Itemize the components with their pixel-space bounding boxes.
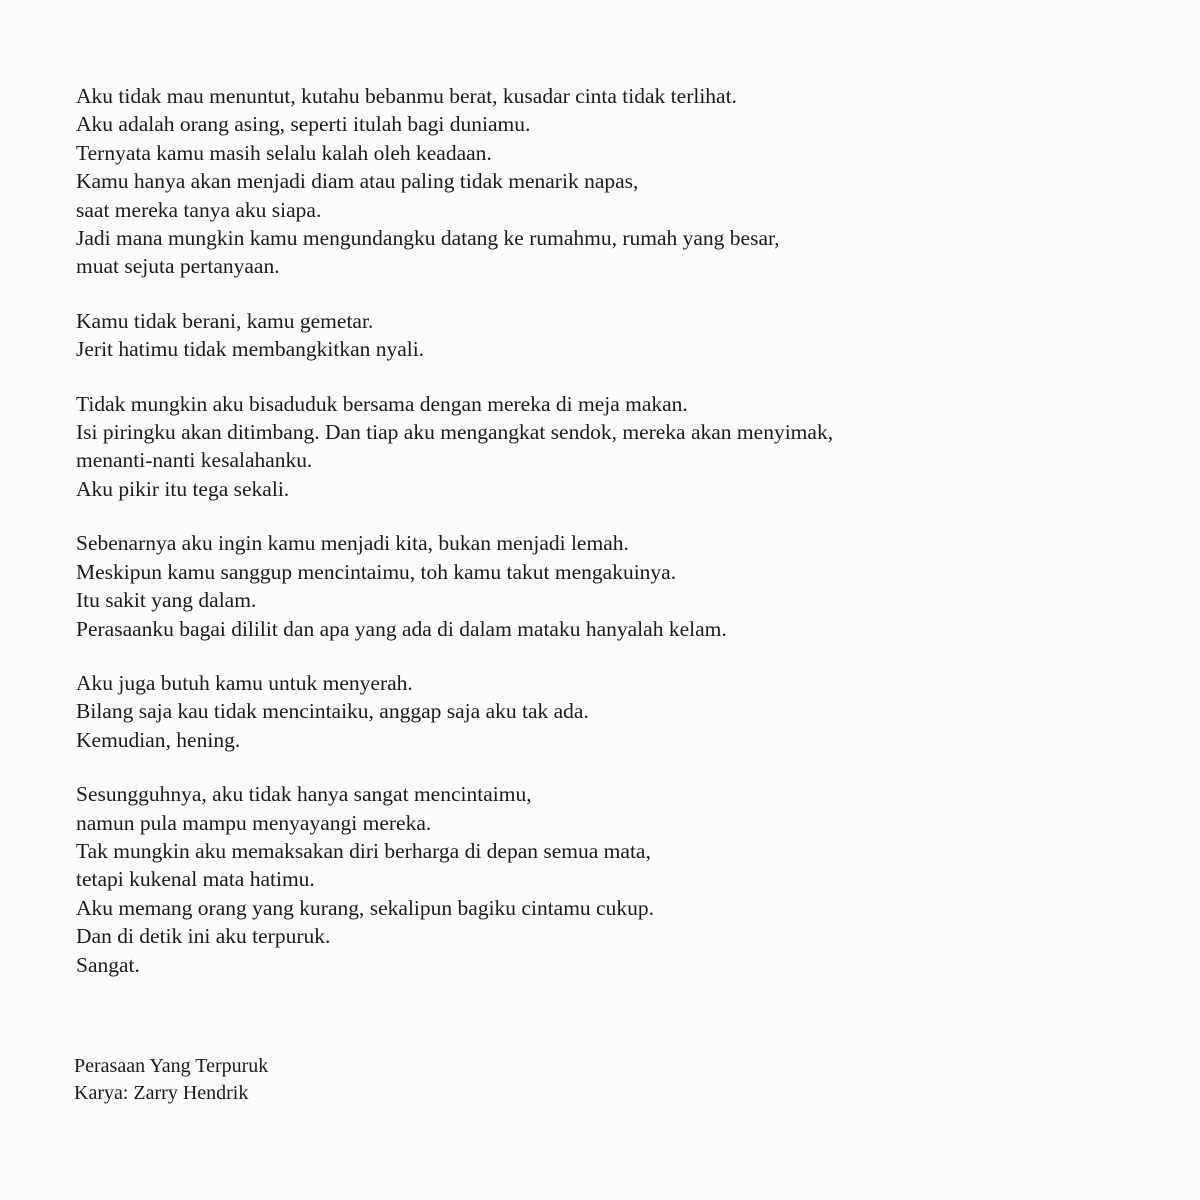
poem-line: Jerit hatimu tidak membangkitkan nyali.	[76, 337, 425, 362]
poem-line: muat sejuta pertanyaan.	[76, 254, 280, 279]
poem-line: Jadi mana mungkin kamu mengundangku datang ke rumahmu, rumah yang besar,	[76, 226, 780, 251]
poem-line: namun pula mampu menyayangi mereka.	[76, 810, 432, 835]
poem-line: Bilang saja kau tidak mencintaiku, anggap saja aku tak ada.	[76, 699, 589, 724]
poem-line: Isi piringku akan ditimbang. Dan tiap aku mengangkat sendok, mereka akan menyimak,	[76, 420, 834, 445]
poem-line: Aku juga butuh kamu untuk menyerah.	[76, 670, 413, 695]
stanza	[76, 307, 1156, 364]
stanza	[76, 529, 1156, 643]
poem-line: Tak mungkin aku memaksakan diri berharga di depan semua mata,	[76, 838, 651, 863]
poem-credits	[74, 1053, 268, 1107]
poem-line: Kamu hanya akan menjadi diam atau paling tidak menarik napas,	[76, 169, 639, 194]
poem-line: Perasaanku bagai dililit dan apa yang ada di dalam mataku hanyalah kelam.	[76, 616, 727, 641]
poem-title: Perasaan Yang Terpuruk	[74, 1055, 269, 1077]
poem-line: menanti-nanti kesalahanku.	[76, 448, 313, 473]
poem-line: Aku memang orang yang kurang, sekalipun bagiku cintamu cukup.	[76, 895, 654, 920]
poem-line: Sangat.	[76, 952, 140, 977]
stanza	[76, 669, 1156, 754]
poem-line: saat mereka tanya aku siapa.	[76, 197, 322, 222]
poem-line: Tidak mungkin aku bisaduduk bersama dengan mereka di meja makan.	[76, 391, 688, 416]
stanza	[76, 780, 1156, 979]
poem-line: Kemudian, hening.	[76, 727, 241, 752]
poem-line: Meskipun kamu sanggup mencintaimu, toh kamu takut mengakuinya.	[76, 559, 677, 584]
poem-line: Sesungguhnya, aku tidak hanya sangat mencintaimu,	[76, 782, 532, 807]
poem-author: Karya: Zarry Hendrik	[74, 1082, 249, 1104]
stanza	[76, 390, 1156, 504]
poem-line: Kamu tidak berani, kamu gemetar.	[76, 308, 374, 333]
poem-line: Aku adalah orang asing, seperti itulah bagi duniamu.	[76, 112, 531, 137]
poem-line: Itu sakit yang dalam.	[76, 588, 257, 613]
poem-line: Dan di detik ini aku terpuruk.	[76, 924, 331, 949]
poem-line: Sebenarnya aku ingin kamu menjadi kita, bukan menjadi lemah.	[76, 531, 629, 556]
poem-line: tetapi kukenal mata hatimu.	[76, 867, 315, 892]
poem-line: Aku tidak mau menuntut, kutahu bebanmu berat, kusadar cinta tidak terlihat.	[76, 84, 737, 108]
poem-body	[76, 82, 1156, 1005]
stanza	[76, 82, 1156, 281]
poem-line: Ternyata kamu masih selalu kalah oleh keadaan.	[76, 140, 492, 165]
poem-line: Aku pikir itu tega sekali.	[76, 476, 290, 501]
